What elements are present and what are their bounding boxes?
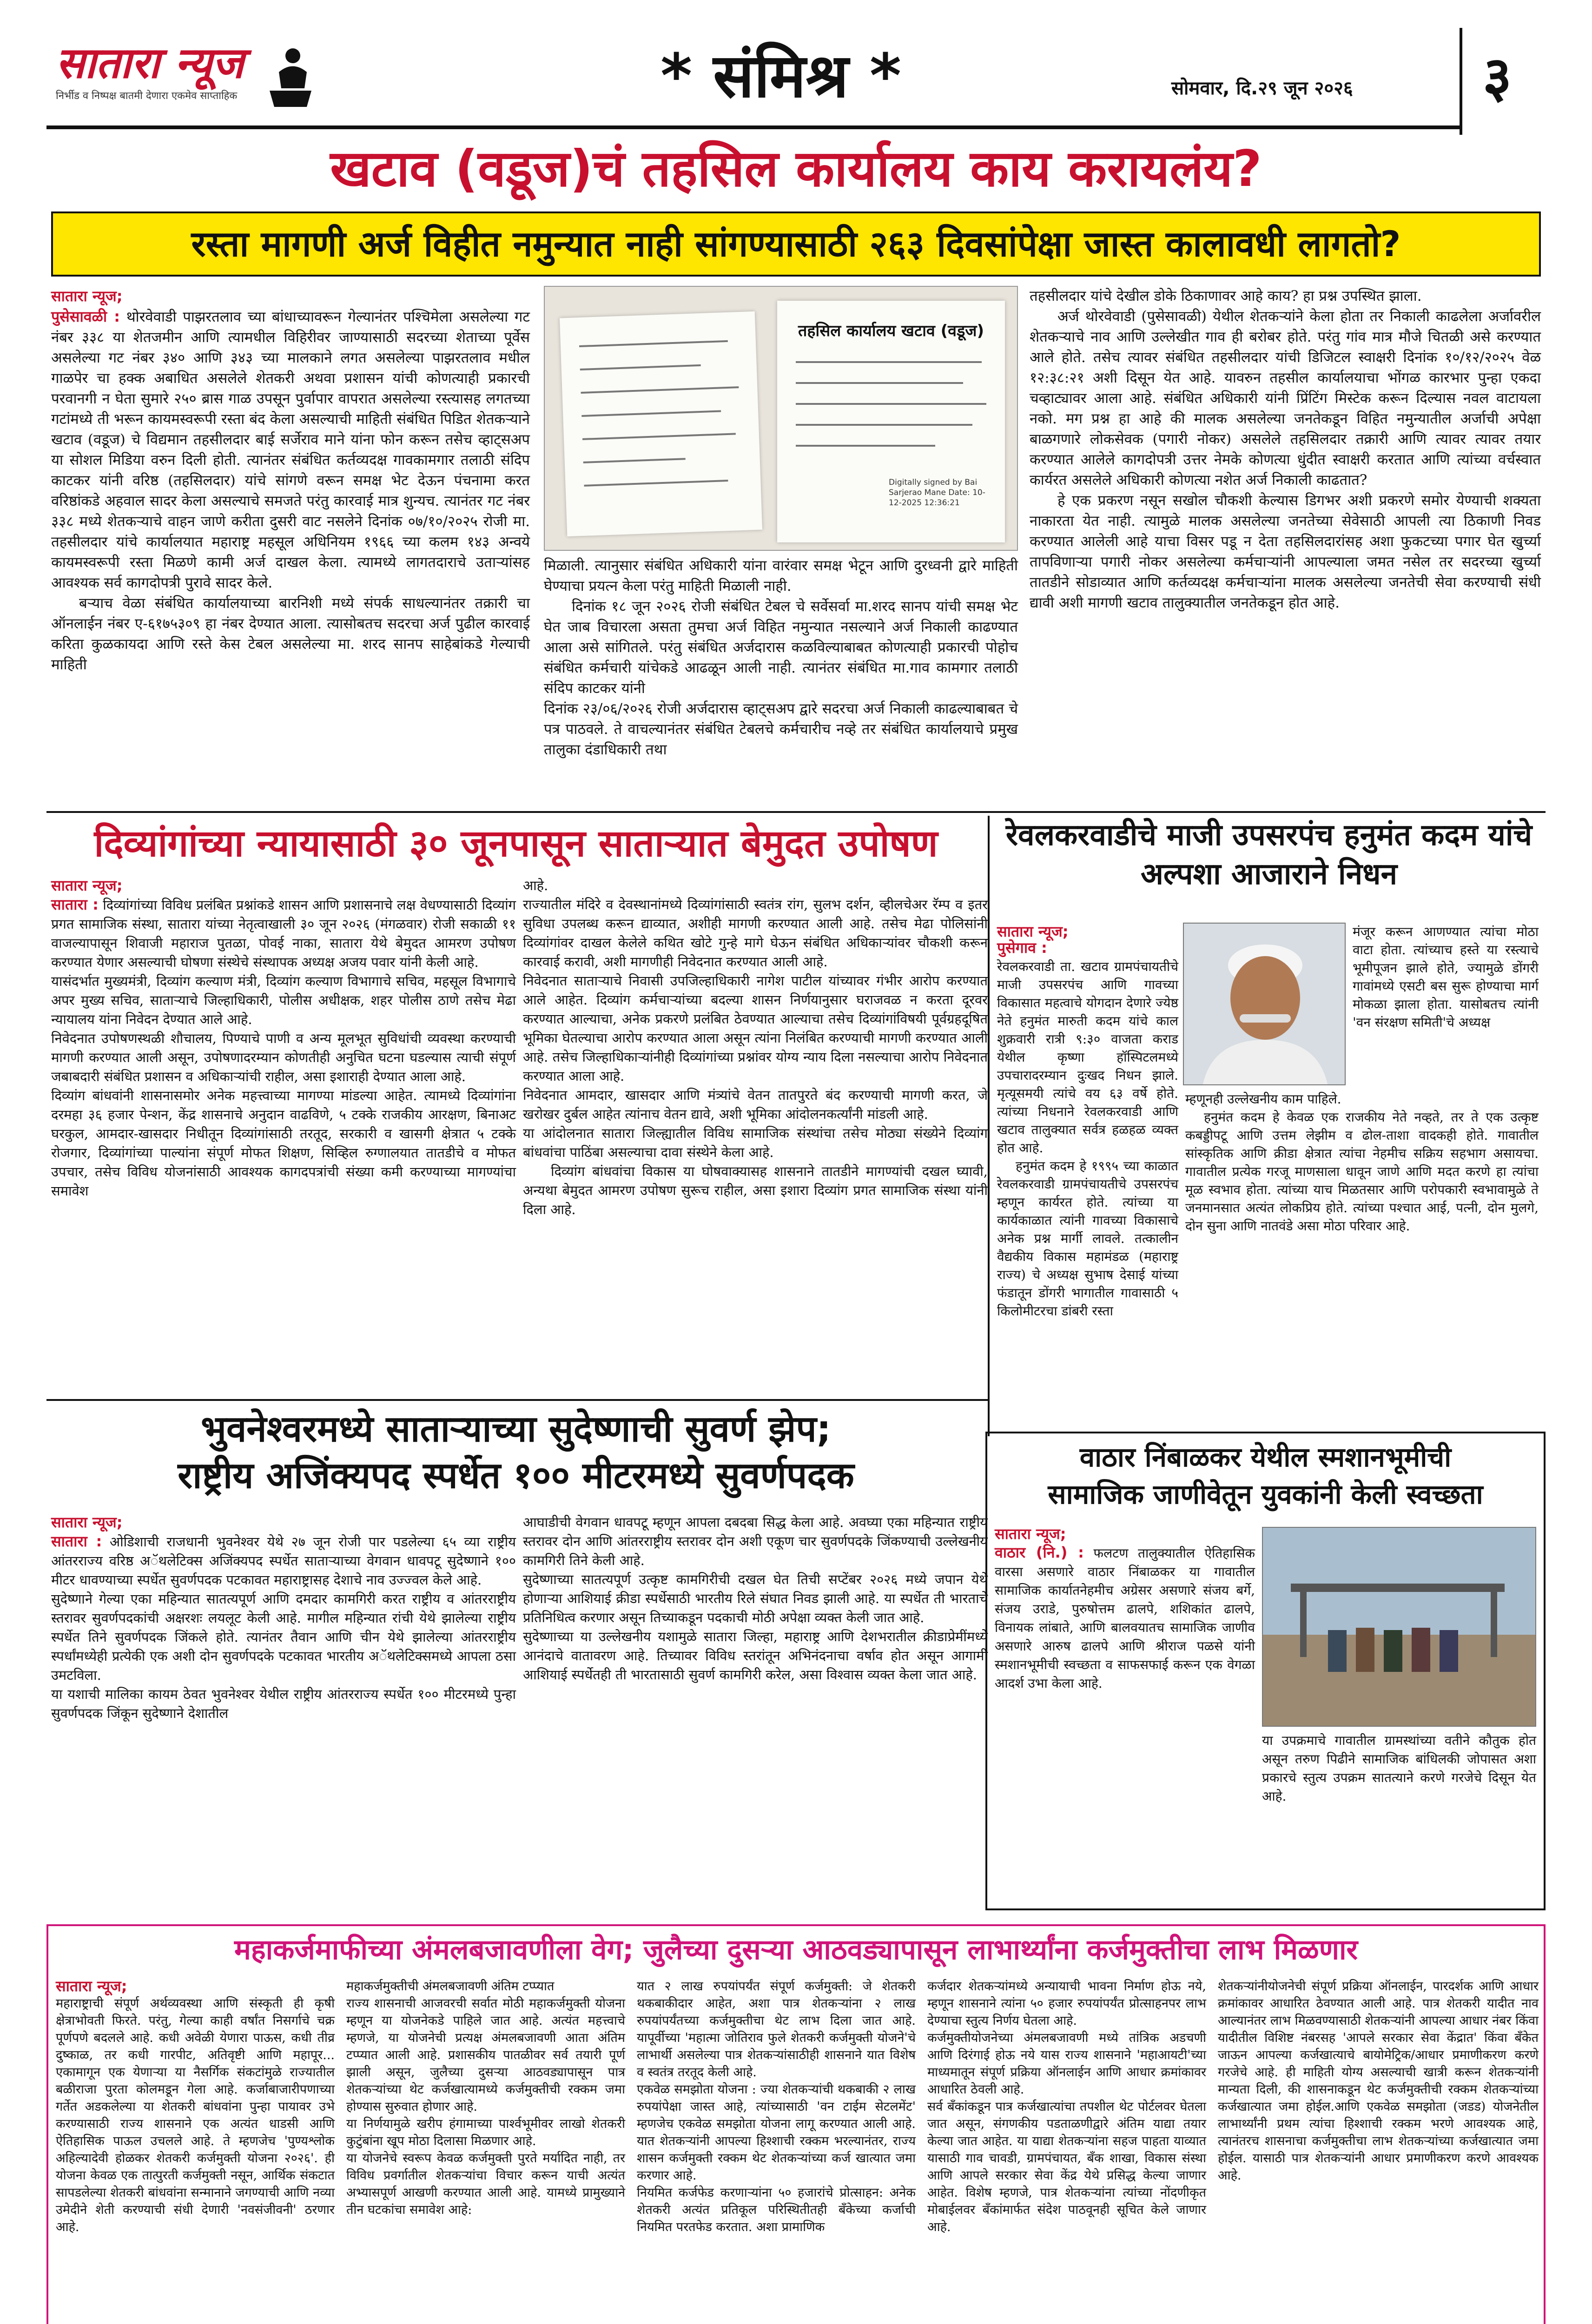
story4-col-b3-text: हनुमंत कदम हे केवळ एक राजकीय नेते नव्हते, तर ते एक उत्कृष्ट कबड्डीपटू आणि उत्तम लेझीम व ढोल-ताशा वादकही होते. गावातील सांस्कृतिक आणि क्रीडा क्षेत्रात त्यांचा नेहमीच सक्रिय सहभाग असायचा. गावातील प्रत्येक गरजू माणसाला धावून जाणे आणि मदत करणे हा त्यांचा मूळ स्वभाव होता. त्यांच्या याच मिळतसार आणि परोपकारी स्वभावामुळे ते जनमानसात अत्यंत लोकप्रिय होते. त्यांच्या पश्चात आई, पत्नी, दोन मुलगे, दोन सुना आणि नातवंडे असा मोठा परिवार आहे.	[1185, 1109, 1539, 1234]
lead-column-3	[1030, 286, 1541, 613]
story6-col2c-text: या निर्णयामुळे खरीप हंगामाच्या पार्श्वभूमीवर लाखो शेतकरी कुटुंबांना खूप मोठा दिलासा मिळणार आहे.	[346, 2117, 625, 2148]
story3-column-2	[523, 1513, 988, 1684]
story2-column-1	[51, 876, 516, 1201]
story5-col-a-text: फलटण तालुक्यातील ऐतिहासिक वारसा असणारे वाठार निंबाळकर या गावातील सामाजिक कार्यातनेहमीच अग्रेसर असणारे संजय बर्गे, संजय उराडे, पुरुषोत्तम ढालपे, शशिकांत ढालपे, विनायक लांबाते, आणि बालवयातच सामाजिक जाणीव असणारे आरुष ढालपे आणि श्रीराज पळसे यांनी स्मशानभूमीची स्वच्छता व साफसफाई करून एक वेगळा आदर्श उभा केला आहे.	[995, 1545, 1255, 1691]
story5-place: वाठार (नि.) :	[995, 1544, 1084, 1561]
logo-text: सातारा न्यूज	[56, 38, 244, 88]
story3-col2c-text: सुदेष्णाच्या या उल्लेखनीय यशामुळे सातारा जिल्हा, महाराष्ट्र आणि देशभरातील क्रीडाप्रेमींमध्ये आनंदाचे वातावरण आहे. तिच्यावर विविध स्तरांतून अभिनंदनाचा वर्षाव होत असून आगामी आशियाई स्पर्धेतही ती भारतासाठी सुवर्ण कामगिरी करेल, असा विश्वास व्यक्त केला जात आहे.	[523, 1629, 988, 1683]
page-divider	[1460, 28, 1462, 135]
story4-col-a-top	[997, 939, 1178, 957]
story6-col1-text: महाराष्ट्राची संपूर्ण अर्थव्यवस्था आणि संस्कृती ही कृषी क्षेत्राभोवती फिरते. परंतु, गेल्या काही वर्षांत निसर्गाचे चक्र पूर्णपणे बदलले आहे. कधी अवेळी येणारा पाऊस, कधी तीव्र दुष्काळ, तर कधी गारपीट, अतिवृष्टी आणि महापूर... एकामागून एक येणाऱ्या या नैसर्गिक संकटांमुळे राज्यातील बळीराजा पुरता कोलमडून गेला आहे. कर्जाबाजारीपणाच्या गर्तेत अडकलेल्या या शेतकरी बांधवांना पुन्हा पायावर उभे करण्यासाठी राज्य शासनाने एक अत्यंत धाडसी आणि ऐतिहासिक पाऊल उचलले आहे. ते म्हणजेच 'पुण्यश्लोक अहिल्यादेवी होळकर शेतकरी कर्जमुक्ती योजना २०२६'. ही योजना केवळ एक तात्पुरती कर्जमुक्ती नसून, आर्थिक संकटात सापडलेल्या शेतकरी बांधवांना सन्मानाने जगण्याची आणि नव्या उमेदीने शेती करण्याची संधी देणारी 'नवसंजीवनी' ठरणार आहे.	[56, 1996, 335, 2234]
story6-col3b-text: एकवेळ समझोता योजना : ज्या शेतकऱ्यांची थकबाकी २ लाख रुपयांपेक्षा जास्त आहे, त्यांच्यासाठी 'वन टाईम सेटलमेंट' म्हणजेच एकवेळ समझोता योजना लागू करण्यात आली आहे. यात शेतकऱ्यांनी आपल्या हिश्शाची रक्कम भरल्यानंतर, राज्य शासन कर्जमुक्ती रक्कम थेट शेतकऱ्यांच्या कर्ज खात्यात जमा करणार आहे.	[637, 2082, 916, 2183]
story4-place: पुसेगाव :	[997, 939, 1047, 957]
divider-2	[46, 1399, 988, 1401]
story4-col-b-text: मंजूर करून आणण्यात त्यांचा मोठा वाटा होता. त्यांच्याच हस्ते या रस्त्याचे भूमीपूजन झाले होते, ज्यामुळे डोंगरी गावांमध्ये एसटी बस सुरू होण्याचा मार्ग मोकळा झाला होता. यासोबतच त्यांनी 'वन संरक्षण समिती'चे अध्यक्ष	[1353, 924, 1539, 1030]
story6-col2d-text: या योजनेचे स्वरूप केवळ कर्जमुक्ती पुरते मर्यादित नाही, तर विविध प्रवर्गातील शेतकऱ्यांचा विचार करून याची अत्यंत अभ्यासपूर्ण आखणी करण्यात आली आहे. यामध्ये प्रामुख्याने तीन घटकांचा समावेश आहे:	[346, 2151, 625, 2217]
story6-byline: सातारा न्यूज;	[56, 1977, 127, 1995]
story4-column-a	[997, 957, 1178, 1320]
story6-col2b-text: राज्य शासनाची आजवरची सर्वात मोठी महाकर्जमुक्ती योजना म्हणून या योजनेकडे पाहिले जात आहे. अत्यंत महत्त्वाचे म्हणजे, या योजनेची प्रत्यक्ष अंमलबजावणी आता अंतिम टप्प्यात आली आहे. प्रशासकीय पातळीवर सर्व तयारी पूर्ण झाली असून, जुलैच्या दुसऱ्या आठवड्यापासून पात्र शेतकऱ्यांच्या थेट कर्जखात्यामध्ये कर्जमुक्तीची रक्कम जमा होण्यास सुरुवात होणार आहे.	[346, 1996, 625, 2114]
story4-intro	[997, 923, 1178, 941]
lead-place: पुसेसावळी :	[51, 308, 120, 325]
masthead-logo	[56, 38, 251, 112]
masthead-rule	[46, 125, 1460, 129]
story5-column-a	[995, 1525, 1255, 1693]
story3-col2-text: आघाडीची वेगवान धावपटू म्हणून आपला दबदबा सिद्ध केला आहे. अवघ्या एका महिन्यात राष्ट्रीय स्तरावर दोन आणि आंतरराष्ट्रीय स्तरावर दोन अशी एकूण चार सुवर्णपदके जिंकण्याची उल्लेखनीय कामगिरी तिने केली आहे.	[523, 1514, 988, 1568]
cleanup-photo	[1262, 1527, 1536, 1727]
story2-col2b-text: राज्यातील मंदिरे व देवस्थानांमध्ये दिव्यांगांसाठी स्वतंत्र रांग, सुलभ दर्शन, व्हीलचेअर रॅम्प व इतर सुविधा उपलब्ध करून द्याव्यात, अशीही मागणी करण्यात आली आहे. तसेच मेढा पोलिसांनी दिव्यांगांवर दाखल केलेले कथित खोटे गुन्हे मागे घेऊन संबंधित अधिकाऱ्यांवर चौकशी करून कारवाई करावी, अशी मागणीही निवेदनात करण्यात आली आहे.	[523, 897, 988, 970]
vertical-divider	[988, 816, 990, 1436]
lead-column-1	[51, 286, 530, 675]
lead-col3b-text: अर्ज थोरवेवाडी (पुसेसावळी) येथील शेतकऱ्यांने केला होता तर निकाली काढलेला अर्जावरील शेतकऱ्याचे नाव आणि उल्लेखीत गाव ही बरोबर होते. परंतु गांव मात्र मौजे चितळी असे करण्यात आले होते. तसेच त्यावर संबंधित तहसीलदार यांची डिजिटल स्वाक्षरी दिनांक १०/१२/२०२५ वेळ १२:३८:२१ अशी दिसून येत आहे. यावरुन तहसील कार्यालयाचा भोंगळ कारभार पुन्हा एकदा चव्हाट्यावर आला आहे. संबंधित अधिकारी यांनी प्रिंटिंग मिस्टेक करून दिल्यास नवल वाटायला नको. मग प्रश्न हा आहे की मालक असलेल्या जनतेकडून विहित नमुन्यातील अर्जाची अपेक्षा बाळगणारे लोकसेवक (पगारी नोकर) असलेले तहसिलदार तक्रारी आणि त्यावर त्यावर तयार करण्यात आलेले कागदोपत्री उत्तर नेमके कोणत्या धुंदीत स्वाक्षरी करतात आणि त्यांच्या वर्चस्वात कार्यरत असलेले अधिकारी कोणत्या नशेत अर्ज निकाली काढतात?	[1030, 308, 1541, 489]
story6-col4-text: कर्जदार शेतकऱ्यांमध्ये अन्यायाची भावना निर्माण होऊ नये, म्हणून शासनाने त्यांना ५० हजार रुपयांपर्यंत प्रोत्साहनपर लाभ देण्याचा स्तुत्य निर्णय घेतला आहे.	[927, 1979, 1206, 2028]
rider-silhouette-icon	[260, 44, 321, 109]
document-photo	[544, 286, 1018, 551]
story2-col1b-text: यासंदर्भात मुख्यमंत्री, दिव्यांग कल्याण मंत्री, दिव्यांग कल्याण विभागाचे सचिव, महसूल विभागाचे अपर मुख्य सचिव, साताऱ्याचे जिल्हाधिकारी, पोलीस अधीक्षक, शहर पोलीस ठाणे तसेच मेढा न्यायालय यांना निवेदन देण्यात आले आहे.	[51, 973, 516, 1027]
story2-col2-text: आहे.	[523, 878, 548, 893]
lead-col2b-text: दिनांक १८ जून २०२६ रोजी संबंधित टेबल चे सर्वेसर्वा मा.शरद सानप यांची समक्ष भेट घेत जाब विचारला असता तुमचा अर्ज विहित नमुन्यात नसल्याने अर्ज निकाली काढण्यात आला असे सांगितले. परंतु संबंधित अर्जदारास कळविल्याबाबत कोणत्याही प्रकारची पोहोच संबंधित कर्मचारी यांचेकडे आढळून आली नाही. त्यानंतर संबंधित मा.गाव कामगार तलाठी संदिप काटकर यांनी	[544, 598, 1018, 697]
issue-date: सोमवार, दि.२९ जून २०२६	[1171, 78, 1353, 99]
lead-headline: खटाव (वडूज)चं तहसिल कार्यालय काय करायलंय?	[330, 140, 1262, 198]
story4-byline: सातारा न्यूज;	[997, 923, 1069, 940]
story4-col-a2-text: हनुमंत कदम हे १९९५ च्या काळात रेवलकरवाडी ग्रामपंचायतीचे उपसरपंच म्हणून कार्यरत होते. त्यांच्या या कार्यकाळात त्यांनी गावच्या विकासाचे अनेक प्रश्न मार्गी लावले. तत्कालीन वैद्यकीय विकास महामंडळ (महाराष्ट्र राज्य) चे अध्यक्ष सुभाष देसाई यांच्या फंडातून डोंगरी भागातील गावासाठी ५ किलोमीटरचा डांबरी रस्ता	[997, 1158, 1178, 1319]
story2-col1-text: दिव्यांगांच्या विविध प्रलंबित प्रश्नांकडे शासन आणि प्रशासनाचे लक्ष वेधण्यासाठी दिव्यांग प्रगत सामाजिक संस्था, सातारा यांच्या नेतृत्वाखाली ३० जून २०२६ (मंगळवार) रोजी सकाळी ११ वाजल्यापासून शिवाजी महाराज पुतळा, पोवई नाका, सातारा येथे बेमुदत आमरण उपोषण करण्यात येणार असल्याची घोषणा संस्थेचे संस्थापक अध्यक्ष अजय पवार यांनी केली आहे.	[51, 897, 516, 970]
story6-column-5	[1218, 1978, 1539, 2184]
story2-col1c-text: निवेदनात उपोषणस्थळी शौचालय, पिण्याचे पाणी व अन्य मूलभूत सुविधांची व्यवस्था करण्याची मागणी करण्यात आली असून, उपोषणादरम्यान कोणतीही अनुचित घटना घडल्यास त्याची संपूर्ण जबाबदारी संबंधित प्रशासन व अधिकाऱ्यांची राहील, असा इशाराही देण्यात आला आहे.	[51, 1030, 516, 1084]
story4-col-b2-text: म्हणूनही उल्लेखनीय काम पाहिले.	[1185, 1091, 1341, 1107]
story4-column-b	[1353, 923, 1539, 1031]
lead-subhead-band	[51, 211, 1541, 277]
story2-column-2	[523, 876, 988, 1219]
logo-tagline: निर्भीड व निष्पक्ष बातमी देणारा एकमेव साप्ताहिक	[56, 90, 238, 102]
lead-col3-text: तहसीलदार यांचे देखील डोके ठिकाणावर आहे काय? हा प्रश्न उपस्थित झाला.	[1030, 288, 1422, 304]
story2-place: सातारा :	[51, 896, 99, 913]
lead-column-2	[544, 555, 1018, 760]
lead-subhead: रस्ता मागणी अर्ज विहीत नमुन्यात नाही सांगण्यासाठी २६३ दिवसांपेक्षा जास्त कालावधी लागतो?	[191, 223, 1401, 264]
story3-col1b-text: सुदेष्णाने गेल्या एका महिन्यात सातत्यपूर्ण आणि दमदार कामगिरी करत राष्ट्रीय व आंतरराष्ट्रीय स्तरावर सुवर्णपदकांची अक्षरशः लयलूट केली आहे. मागील महिन्यात रांची येथे झालेल्या राष्ट्रीय स्पर्धेत तिने सुवर्णपदक जिंकले होते. त्यानंतर तैवान आणि चीन येथे झालेल्या आंतरराष्ट्रीय स्पर्धांमध्येही प्रत्येकी एक अशी दोन सुवर्णपदके पटकावत भारतीय अॅथलेटिक्समध्ये आपला ठसा उमटविला.	[51, 1591, 516, 1683]
story3-col1-text: ओडिशाची राजधानी भुवनेश्वर येथे २७ जून रोजी पार पडलेल्या ६५ व्या राष्ट्रीय आंतरराज्य वरिष्ठ अॅथलेटिक्स अजिंक्यपद स्पर्धेत साताऱ्याच्या वेगवान धावपटू सुदेष्णाने १०० मीटर धावण्याच्या स्पर्धेत सुवर्णपदक पटकावत महाराष्ट्रासह देशाचे नाव उज्ज्वल केले आहे.	[51, 1534, 516, 1588]
digital-signature: Digitally signed by Bai Sarjerao Mane Date: 10-12-2025 12:36:21	[889, 478, 985, 508]
story4-col-a-text: रेवलकरवाडी ता. खटाव ग्रामपंचायतीचे माजी उपसरपंच आणि गावच्या विकासात महत्वाचे योगदान देणारे ज्येष्ठ नेते हनुमंत मारुती कदम यांचे काल शुक्रवारी रात्री ९:३० वाजता कराड येथील कृष्णा हॉस्पिटलमध्ये उपचारादरम्यान दुःखद निधन झाले. मृत्यूसमयी त्यांचे वय ६३ वर्षे होते. त्यांच्या निधनाने रेवलकरवाडी आणि खटाव तालुक्यात सर्वत्र हळहळ व्यक्त होत आहे.	[997, 959, 1178, 1155]
lead-byline: सातारा न्यूज;	[51, 287, 123, 305]
section-title: * संमिश्र *	[661, 40, 901, 111]
story2-headline: दिव्यांगांच्या न्यायासाठी ३० जूनपासून साताऱ्यात बेमुदत उपोषण	[94, 822, 938, 865]
page-number: ३	[1483, 45, 1512, 110]
story3-col1c-text: या यशाची मालिका कायम ठेवत भुवनेश्वर येथील राष्ट्रीय आंतरराज्य स्पर्धेत १०० मीटरमध्ये पुन्हा सुवर्णपदक जिंकून सुदेष्णाने देशातील	[51, 1686, 516, 1721]
story6-col4c-text: सर्व बँकांकडून पात्र कर्जखात्यांचा तपशील थेट पोर्टलवर घेतला जात असून, संगणकीय पडताळणीद्वारे अंतिम याद्या तयार केल्या जात आहेत. या याद्या शेतकऱ्यांना सहज पाहता याव्यात यासाठी गाव चावडी, ग्रामपंचायत, बँक शाखा, विकास संस्था आणि आपले सरकार सेवा केंद्र येथे प्रसिद्ध केल्या जाणार आहेत. विशेष म्हणजे, पात्र शेतकऱ्यांना त्यांच्या नोंदणीकृत मोबाईलवर बँकांमार्फत संदेश पाठवूनही सूचित केले जाणार आहे.	[927, 2100, 1206, 2234]
story6-col3c-text: नियमित कर्जफेड करणाऱ्यांना ५० हजारांचे प्रोत्साहन: अनेक शेतकरी अत्यंत प्रतिकूल परिस्थितीतही बँकेच्या कर्जाची नियमित परतफेड करतात. अशा प्रामाणिक	[637, 2185, 916, 2234]
story3-col2b-text: सुदेष्णाच्या सातत्यपूर्ण उत्कृष्ट कामगिरीची दखल घेत तिची सप्टेंबर २०२६ मध्ये जपान येथे होणाऱ्या आशियाई क्रीडा स्पर्धेसाठी भारतीय रिले संघात निवड झाली आहे. या स्पर्धेत ती भारताचे प्रतिनिधित्व करणार असून तिच्याकडून पदकाची मोठी अपेक्षा व्यक्त केली जात आहे.	[523, 1571, 988, 1625]
story5-byline: सातारा न्यूज;	[995, 1525, 1066, 1543]
divider-1	[46, 811, 1546, 813]
story2-col2c-text: निवेदनात साताऱ्याचे निवासी उपजिल्हाधिकारी नागेश पाटील यांच्यावर गंभीर आरोप करण्यात आले आहेत. दिव्यांग कर्मचाऱ्यांच्या बदल्या शासन निर्णयानुसार घराजवळ न करता दूरवर करण्यात आल्याचा, अनेक प्रकरणे प्रलंबित ठेवण्यात आल्याचा तसेच दिव्यांगांविषयी पूर्वग्रहदूषित भूमिका घेतल्याचा आरोप करण्यात आला असून त्यांना निलंबित करण्याची मागणी करण्यात आली आहे. तसेच जिल्हाधिकाऱ्यांनीही दिव्यांगांच्या प्रश्नांवर योग्य न्याय दिला नसल्याचा आरोप निवेदनात करण्यात आला आहे.	[523, 973, 988, 1084]
story3-headline-2: राष्ट्रीय अजिंक्यपद स्पर्धेत १०० मीटरमध्ये सुवर्णपदक	[178, 1455, 854, 1497]
story6-col5-text: शेतकऱ्यांनीयोजनेची संपूर्ण प्रक्रिया ऑनलाईन, पारदर्शक आणि आधार क्रमांकावर आधारित ठेवण्यात आली आहे. पात्र शेतकरी यादीत नाव आल्यानंतर लाभ मिळवण्यासाठी शेतकऱ्यांनी आपल्या आधार नंबर किंवा यादीतील विशिष्ट नंबरसह 'आपले सरकार सेवा केंद्रात' किंवा बँकेत जाऊन आपल्या कर्जखात्याचे बायोमेट्रिक/आधार प्रमाणीकरण करणे गरजेचे आहे. ही माहिती योग्य असल्याची खात्री करून शेतकऱ्यांनी मान्यता दिली, की शासनाकडून थेट कर्जमुक्तीची रक्कम शेतकऱ्यांच्या कर्जखात्यात जमा होईल.आणि एकवेळ समझोता (जडड) योजनेतील लाभार्थ्यांनी प्रथम त्यांचा हिश्शाची रक्कम भरणे आवश्यक आहे, त्यानंतरच शासनाचा कर्जमुक्तीचा लाभ शेतकऱ्यांच्या कर्जखात्यात जमा होईल. यासाठी पात्र शेतकऱ्यांनी आधार प्रमाणीकरण करणे आवश्यक आहे.	[1218, 1979, 1539, 2183]
story6-col4b-text: कर्जमुक्तीयोजनेच्या अंमलबजावणी मध्ये तांत्रिक अडचणी आणि दिरंगाई होऊ नये यास राज्य शासनाने 'महाआयटी'च्या माध्यमातून संपूर्ण प्रक्रिया ऑनलाईन आणि आधार क्रमांकावर आधारित ठेवली आहे.	[927, 2031, 1206, 2097]
story2-byline: सातारा न्यूज;	[51, 877, 123, 894]
story6-headline: महाकर्जमाफीच्या अंमलबजावणीला वेग; जुलैच्या दुसऱ्या आठवड्यापासून लाभार्थ्यांना कर्जमुक्तीचा लाभ मिळणार	[234, 1934, 1358, 1966]
story2-col2e-text: या आंदोलनात सातारा जिल्ह्यातील विविध सामाजिक संस्थांचा तसेच मोठ्या संख्येने दिव्यांग बांधवांचा पाठिंबा असल्याचा दावा संस्थेने केला आहे.	[523, 1125, 988, 1160]
story6-column-4	[927, 1978, 1206, 2236]
story6-column-2	[346, 1978, 625, 2218]
doc-heading: तहसिल कार्यालय खटाव (वडूज)	[798, 322, 984, 340]
story3-place: सातारा :	[51, 1532, 102, 1550]
story6-col3-text: यात २ लाख रुपयांपर्यंत संपूर्ण कर्जमुक्ती: जे शेतकरी थकबाकीदार आहेत, अशा पात्र शेतकऱ्यांना २ लाख रुपयांपर्यंतच्या कर्जमुक्तीचा थेट लाभ दिला जात आहे. यापूर्वीच्या 'महात्मा जोतिराव फुले शेतकरी कर्जमुक्ती योजने'चे लाभार्थी असलेल्या पात्र शेतकऱ्यांसाठीही शासनाने यात विशेष व स्वतंत्र तरतूद केली आहे.	[637, 1979, 916, 2080]
story2-col1d-text: दिव्यांग बांधवांनी शासनासमोर अनेक महत्त्वाच्या मागण्या मांडल्या आहेत. त्यामध्ये दिव्यांगांना दरमहा ३६ हजार पेन्शन, केंद्र शासनाचे अनुदान वाढविणे, ५ टक्के राजकीय आरक्षण, बिनाअट घरकुल, आमदार-खासदार निधीतून दिव्यांगांसाठी तरतूद, सरकारी व खासगी क्षेत्रात ५ टक्के रोजगार, दिव्यांगांच्या पाल्यांना संपूर्ण मोफत शिक्षण, सिव्हिल रुग्णालयात तातडीचे व मोफत उपचार, तसेच विविध योजनांसाठी आवश्यक कागदपत्रांची संख्या कमी करण्याच्या मागण्यांचा समावेश	[51, 1088, 516, 1199]
story6-column-3	[637, 1978, 916, 2236]
story2-col2d-text: निवेदनात आमदार, खासदार आणि मंत्र्यांचे वेतन तातपुरते बंद करण्याची मागणी करत, जे खरोखर दुर्बल आहेत त्यांनाच वेतन द्यावे, अशी भूमिका आंदोलनकर्त्यांनी मांडली आहे.	[523, 1087, 988, 1122]
lead-col1b-text: बऱ्याच वेळा संबंधित कार्यालयाच्या बारनिशी मध्ये संपर्क साधल्यानंतर तक्रारी चा ऑनलाईन नंबर ए-६१७५३०९ हा नंबर देण्यात आला. त्यासोबतच सदरचा अर्ज पुढील कारवाई करिता कुळकायदा आणि रस्ते केस टेबल असलेल्या मा. शरद सानप साहेबांकडे गेल्याची माहिती	[51, 595, 530, 673]
story3-byline: सातारा न्यूज;	[51, 1513, 123, 1531]
story6-col2-text: महाकर्जमुक्तीची अंमलबजावणी अंतिम टप्प्यात	[346, 1979, 555, 1994]
lead-col2-text: मिळाली. त्यानुसार संबंधित अधिकारी यांना वारंवार समक्ष भेटून आणि दुरध्वनी द्वारे माहिती घेण्याचा प्रयत्न केला परंतु माहिती मिळाली नाही.	[544, 557, 1018, 594]
lead-col2c-text: दिनांक २३/०६/२०२६ रोजी अर्जदारास व्हाट्सअप द्वारे सदरचा अर्ज निकाली काढल्याबाबत चे पत्र पाठवले. ते वाचल्यानंतर संबंधित टेबलचे कर्मचारीच नव्हे तर संबंधित कार्यालयाचे प्रमुख तालुका दंडाधिकारी तथा	[544, 700, 1018, 758]
story6-column-1	[56, 1978, 335, 2236]
story2-col2f-text: दिव्यांग बांधवांचा विकास या घोषवाक्यासह शासनाने तातडीने मागण्यांची दखल घ्यावी, अन्यथा बेमुदत आमरण उपोषण सुरूच राहील, असा इशारा दिव्यांग प्रगत सामाजिक संस्था यांनी दिला आहे.	[523, 1163, 988, 1217]
story5-col-b-text: या उपक्रमाचे गावातील ग्रामस्थांच्या वतीने कौतुक होत असून तरुण पिढीने सामाजिक बांधिलकी जोपासत अशा प्रकारचे स्तुत्य उपक्रम सातत्याने करणे गरजेचे दिसून येत आहे.	[1262, 1733, 1536, 1804]
story4-headline: रेवलकरवाडीचे माजी उपसरपंच हनुमंत कदम यांचे अल्पशा आजाराने निधन	[1005, 818, 1533, 891]
story5-headline-1: वाठार निंबाळकर येथील स्मशानभूमीची	[1079, 1441, 1452, 1473]
lead-col1-text: थोरवेवाडी पाझरतलाव च्या बांधाच्यावरून गेल्यानंतर पश्चिमेला असलेल्या गट नंबर ३३८ या शेतजमीन आणि त्यामधील विहिरीवर जाण्यासाठी सदरच्या शेताच्या पूर्वेस असलेल्या गट नंबर ३४० आणि ३४३ च्या मालकाने लगत असलेल्या पाझरतलाव मधील गाळपेर चा हक्क अबाधित असलेले शेतकरी अथवा प्रशासन यांची कोणत्याही प्रकारची परवानगी न घेता सुमारे २५० ब्रास गाळ उपसून पुर्वापार वापरात असलेल्या रस्त्यासह लगतच्या गटांमध्ये ती भरून कायमस्वरूपी रस्ता बंद केला असल्याची माहिती संबंधित पिडित शेतकऱ्याने खटाव (वडूज) चे विद्यमान तहसीलदार बाई सर्जेराव माने यांना फोन करून तसेच व्हाट्सअप या सोशल मिडिया वरुन दिली होती. त्यानंतर संबंधित कर्तव्यदक्ष गावकामगार तलाठी संदिप काटकर यांनी वरिष्ठ (तहसिलदार) यांचे सांगणे वरून समक्ष भेट देऊन पंचनामा करत वरिष्ठांकडे अहवाल सादर केला असल्याचे समजते परंतु कारवाई मात्र शुन्यच. त्यानंतर गट नंबर ३३८ मध्ये शेतकऱ्याचे वाहन जाणे करीता दुसरी वाट नसलेने दिनांक ०७/१०/२०२५ रोजी मा. तहसीलदार यांचे कार्यालयात महाराष्ट्र महसूल अधिनियम १९६६ च्या कलम १४३ अन्वये कायमस्वरूपी रस्ता मिळणे कामी अर्ज दाखल केला. त्यामध्ये लागतदाराचे उताऱ्यांसह आवश्यक सर्व कागदोपत्री पुरावे सादर केले.	[51, 309, 530, 591]
lead-col3c-text: हे एक प्रकरण नसून सखोल चौकशी केल्यास डिगभर अशी प्रकरणे समोर येण्याची शक्यता नाकारता येत नाही. त्यामुळे मालक असलेल्या जनतेच्या सेवेसाठी आपली त्या ठिकाणी निवड करण्यात आलेली आहे याचा विसर पडू न देता तहसिलदारांसह अशा फुकटच्या पगार घेत खुर्च्या तापविणाऱ्या पगारी नोकर असलेल्या कर्मचाऱ्यांनी आपल्याला जमत नसेल तर सदरच्या खुर्च्या तातडीने सोडाव्यात आणि कर्तव्यदक्ष कर्मचाऱ्यांना मालक असलेल्या जनतेची सेवा करण्याची संधी द्यावी अशी मागणी खटाव तालुक्यातील जनतेकडून होत आहे.	[1030, 492, 1541, 611]
story4-column-c	[1185, 1090, 1539, 1235]
story3-column-1	[51, 1513, 516, 1723]
story5-headline-2: सामाजिक जाणीवेतून युवकांनी केली स्वच्छता	[1048, 1479, 1483, 1510]
story3-headline-1: भुवनेश्वरमध्ये साताऱ्याच्या सुदेष्णाची सुवर्ण झेप;	[201, 1408, 831, 1450]
story5-column-b	[1262, 1731, 1536, 1806]
